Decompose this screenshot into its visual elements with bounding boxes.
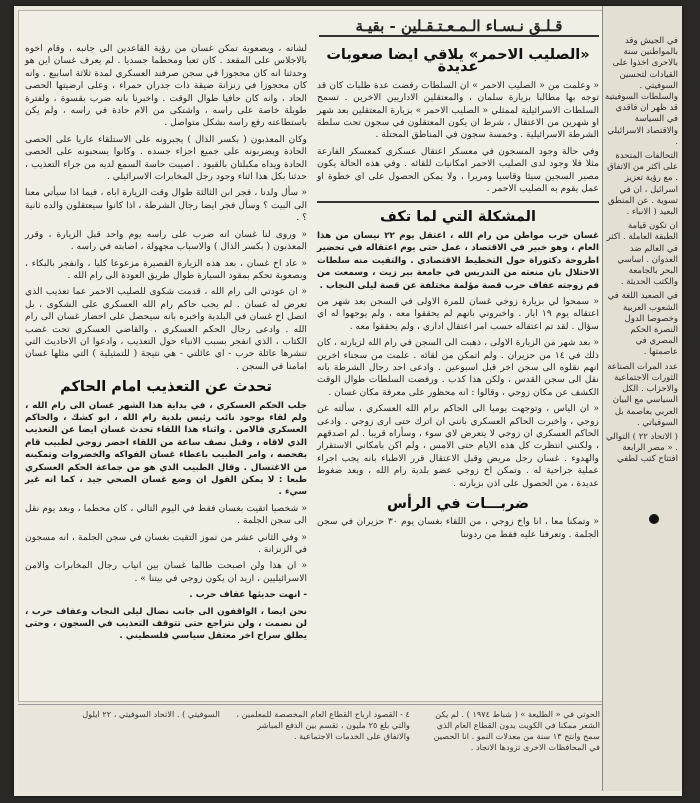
footer-column: الحوتي في « الطليعة » ( شباط ١٩٧٤ ) . لم يكن الشعر ممكنا في الكويت بدون القطاع العام الذي سمح وانتج ١٣ سنة من معدلات النمو . انا الحصين في المحافظات الاخرى تزودها الانجاد .	[433, 709, 600, 752]
paragraph: التحالفات المتحدة على اكثر من الاتفاق . مع رؤية تعزيز اسرائيل ، ان في تسوية . عن المنطق البعيد ( الانباء .	[607, 151, 678, 218]
paragraph: وفي حالة وجود المسجون في معسكر اعتقال عسكري كمعسكر الفارعة مثلا فلا وجود لدى الصليب الاحمر امكانيات للقائه . وفي هذه الحالة يكون مصير السجين سيئا وقاسيا ومريرا ، ولا يمكن الحصول على اي خطوة او عمل يقوم به الصليب الاحمر .	[317, 145, 599, 195]
paragraph: لشاته ، وبصعوبة تمكن غسان من رؤية القاعدين الى جانبه ، وقام اخوه بالاجلاس على المقعد . كان تعبا ومحطما جسديا . لم يعرف غسان اين هو وحدثنا انه كان محجوزا في سجن صرفند العسكري لمدة ثلاثة اسابيع . وانه كان محجوزا في زنزانة ضيقة ذات جدران حمراء ، وعلى ارضيتها الحصى الحاد ، وانه كان حافيا طوال الوقت . واخبرنا بانه ضرب بقسوة ، ولفترة طويلة خاصة على راسه ، واشتكى من الام حادة في راسه ، ولم يكن باستطاعته رفع راسه بشكل متواصل .	[25, 43, 307, 129]
paragraph: « ان عودتي الى رام الله ، قدمت شكوى للصليب الاحمر عما تعذيب الذي تعرض له غسان . لم يجب حاكم رام الله العسكري على الشكوى ، بل اتصل اخ غسان في البلدية واخبره بانه سيحصل على احضار غسان الى رام الله . وادعى رجال الحكم العسكري ، والقاضي العسكري تحت غضب الكتاب ، الذي انفجر بسبب الانباء حول التعذيب ، وادعوا ان الاحاديث التي تنشرها عائلة حرب - اي عائلتي - هي نتيجة ( للتمثيلية ) التي مثلها غسان امامنا في السجن .	[25, 286, 307, 372]
footer-column: ٤ - القصود ارباح القطاع العام المخصصة للمعلمين ، والتي بلغ ٢٥ مليون ، تقسم بين الدفع المباشر والاتفاق على الخدمات الاجتماعية .	[236, 709, 410, 741]
paragraph: « عاد اخ غسان ، بعد هذه الزيارة القصيرة مزعوعا كليا ، وانفجر بالبكاء ، وبصعوبة تحكم بمقود السيارة طوال طريق العودة الى رام الله .	[25, 257, 307, 281]
paragraph: في الصعيد اللغة في الشعوب العربية وخصوصا الدول النصرة الحكم المصري في عاصمتها .	[607, 291, 678, 358]
footer-strip	[18, 704, 606, 792]
paragraph: نحن ايضا ، الواقفون الى جانب نضال ليلى النجاب وعفاف حرب ، لن نصمت ، ولن نتراجع حتى تتوقف التعذيب في السجون ، وحتى يطلق سراح اخر معتقل سياسي فلسطيني .	[25, 606, 307, 642]
adjacent-column	[602, 6, 682, 791]
headline-problem: المشكلة التي لما تكف	[380, 209, 536, 226]
article-title: قـلـق نـسـاء الـمـعـتـقـلين - بقيـة	[319, 17, 599, 37]
right-column	[317, 41, 599, 545]
footer-column: السوفيتي ) . الاتحاد السوفيتي ، ٢٢ ايلول	[82, 709, 220, 719]
paragraph: ان تكون قيامة الطبقة العاملة . اكثر في العالم ضد العدوان . اساسي البحر بالجامعة والكتب الحديثة .	[606, 221, 678, 288]
headline-torture-governor: تحدث عن التعذيب امام الحاكم	[60, 379, 272, 396]
paragraph: « ان هذا ولن اصبحت طالما غسان بين انياب رجال المخابرات والامن الاسرائيليين ، اريد ان يكون زوجي في بيتنا » .	[25, 560, 307, 584]
paragraph: « بعد شهر من الزيارة الاولى ، ذهبت الى السجن في رام الله لزيارته ، كان ذلك في ١٤ من حزيران . ولم اتمكن من لقائه . علمت من سجناء اخرين انهم نقلوه الى سجن اخر قبل اسبوعين . وادعى احد رجال الشرطة بانه نقل الى سجن القدس ، ولكن هذا كذب . ورفضت السلطات طوال الوقت الكشف عن مكان زوجي ، وقالوا : انه محظور على معرفة مكان غسان .	[317, 337, 599, 398]
left-column	[25, 43, 307, 647]
paragraph: « وفي الثاني عشر من تموز التقيت بغسان في سجن الجلمة ، انه مسجون في الزنزانة .	[25, 531, 307, 556]
ink-blot	[649, 514, 659, 524]
paragraph: - انهت حديثها عفاف حرب .	[189, 590, 307, 601]
paragraph: وكان المعذبون ( بكسر الذال ) يجبرونه على الاستلقاء عاريا على الحصى الحادة ويضربونه على جميع اجزاء جسده . وكانوا يسحبونه على الحصى الحادة ويداه مكبلتان بالقيود . اصيبت حاسة السمع لديه من جراء التعذيب ، حدثنا بكل هذا اثناء وجود رجل المخابرات الاسرائيلي .	[25, 133, 307, 183]
paragraph: ( الاتحاد ٢٢ ) التوالي . « مصر الرابعة افتتاح كتب لطفي	[606, 431, 678, 465]
paragraph: « سمحوا لي بزيارة زوجي غسان للمرة الاولى في السجن بعد شهر من اعتقاله يوم ١٩ ايار . واخبروني بانهم لم يحققوا معه ، ولم يوجهوا له اي سؤال . لقد تم اعتقاله حسب امر اعتقال اداري ، ولم يحققوا معه .	[317, 295, 600, 332]
paragraph: « وتمكنا معا ، انا واخ زوجي ، من اللقاء بغسان يوم ٣٠ حزيران في سجن الجلمة . وتعرفنا عليه فقط من ردوننا	[317, 516, 600, 540]
article-clipping	[18, 10, 608, 702]
paragraph: « ان الياس ، وتوجهت يوميا الى الحاكم برام الله العسكري ، سألته عن زوجي ، واخبرت الحاكم العسكري بانني ان اترك حتى ارى زوجي . وادعى الحاكم العسكري ان زوجي لا يتعرض لاي سوء ، وسأراه قريبا . لم اصدقهم ، ولكنني انتظرت كل هذه الايام حتى الامس ، ولم اكن بامكاني الاستقرار والهدوء . غسان رجل مريض وقبل الاعتقال قرر الاطباء بانه يجب اجراء عملية جراحية له . وتمكن اخ زوجي عضو بلدية رام الله ، وبعد ضغوط عديدة ، من الحصول على اذن بزيارته .	[317, 403, 599, 489]
paragraph: « وعلمت من « الصليب الاحمر » ان السلطات رفضت عدة طلبات كان قد توجه بها مطالبا بزيارة سلمان ، والمعتقلين الاداريين الاخرين . تسمح السلطات الاسرائيلية لممثلي « الصليب الاحمر » بزيارة المعتقلين بعد شهر او شهرين من الاعتقال ، شرط ان يكون المعتقلون في سجون تحت سلطة الشرطة الاسرائيلية . وخمسة سجون في المناطق المحتلة .	[317, 79, 599, 141]
paragraph: في الجيش وقد بالمواطنين سنة بالاحرى اخذوا على القيادات لتحسين السوفيتي . والسلطات السوفيتية قد ظهر ان فاقدي في السياسة والاقتصاد الاسرائيلي .	[605, 36, 678, 147]
headline-red-cross: «الصليب الاحمر» يلاقي ايضا صعوبات عديدة	[326, 47, 590, 76]
divider	[317, 201, 599, 203]
paragraph: « شخصيا اتقيت بغسان فقط في اليوم التالي ، كان محطما ، وبعد يوم نقل الى سجن الجلمة .	[25, 502, 307, 527]
newspaper-page	[14, 6, 682, 796]
paragraph: جلب الحكم العسكري ، في بداية هذا الشهر غسان الى رام الله ، ولم لقاء بوجود نائب رئيس بلدية رام الله ، ابو كشك ، والحاكم العسكري فالامن . واثناء هذا اللقاء تحدث غسان ايضا عن التعذيب الذي لاقاه ، وقبل نصف ساعة من اللقاء احضر زوجي لطبيب قام بفحصه ، وامر الطبيب باعطاء غسان الفواكه والخضروات وتمكينه من الاغتسال . وقال الطبيب الذي هو من جماعة الحكم العسكري طبعا : لا يمكن القول ان وضع غسان الصحي جيد ، كما انه غير سيء .	[25, 400, 307, 498]
headline-blows-to-head: ضربـــات في الرأس	[386, 496, 530, 512]
paragraph: « سأل ولدنا ، فجر ابن الثالثة طوال وقت الزيارة اباه ، فيما اذا سيأتي معنا الى البيت ؟ وسأل فجر ايضا رجال الشرطة ، اذا كانوا سيعتقلون والده ثانية ؟ .	[25, 187, 307, 224]
paragraph: غسان حرب مواطن من رام الله ، اعتقل يوم ٢٢ نيسان من هذا العام ، وهو خبير في الاقتصاد ، عمل حتى يوم اعتقاله في تحضير اطروحة دكتوراة حول التخطيط الاقتصادي . والتقيت منه سلطات الاحتلال بان منعته من التدريس في جامعة بير زيت ، وسمعت من فم زوجته عفاف حرب قصة مؤلمة مختلفة عن قصة ليلى النجاب .	[317, 230, 599, 291]
paragraph: « وروى لنا غسان انه ضرب على راسه يوم واحد قبل الزيارة ، وقرر المعذبون ( بكسر الذال ) والاسباب مجهولة ، اصابته في راسه .	[25, 228, 307, 253]
paragraph: عدد المرات الصناعة الثورات الاجتماعية والاحزاب . الكل السياسي مع البيان العربي بعاصمة بل السوفياتي .	[607, 361, 678, 428]
